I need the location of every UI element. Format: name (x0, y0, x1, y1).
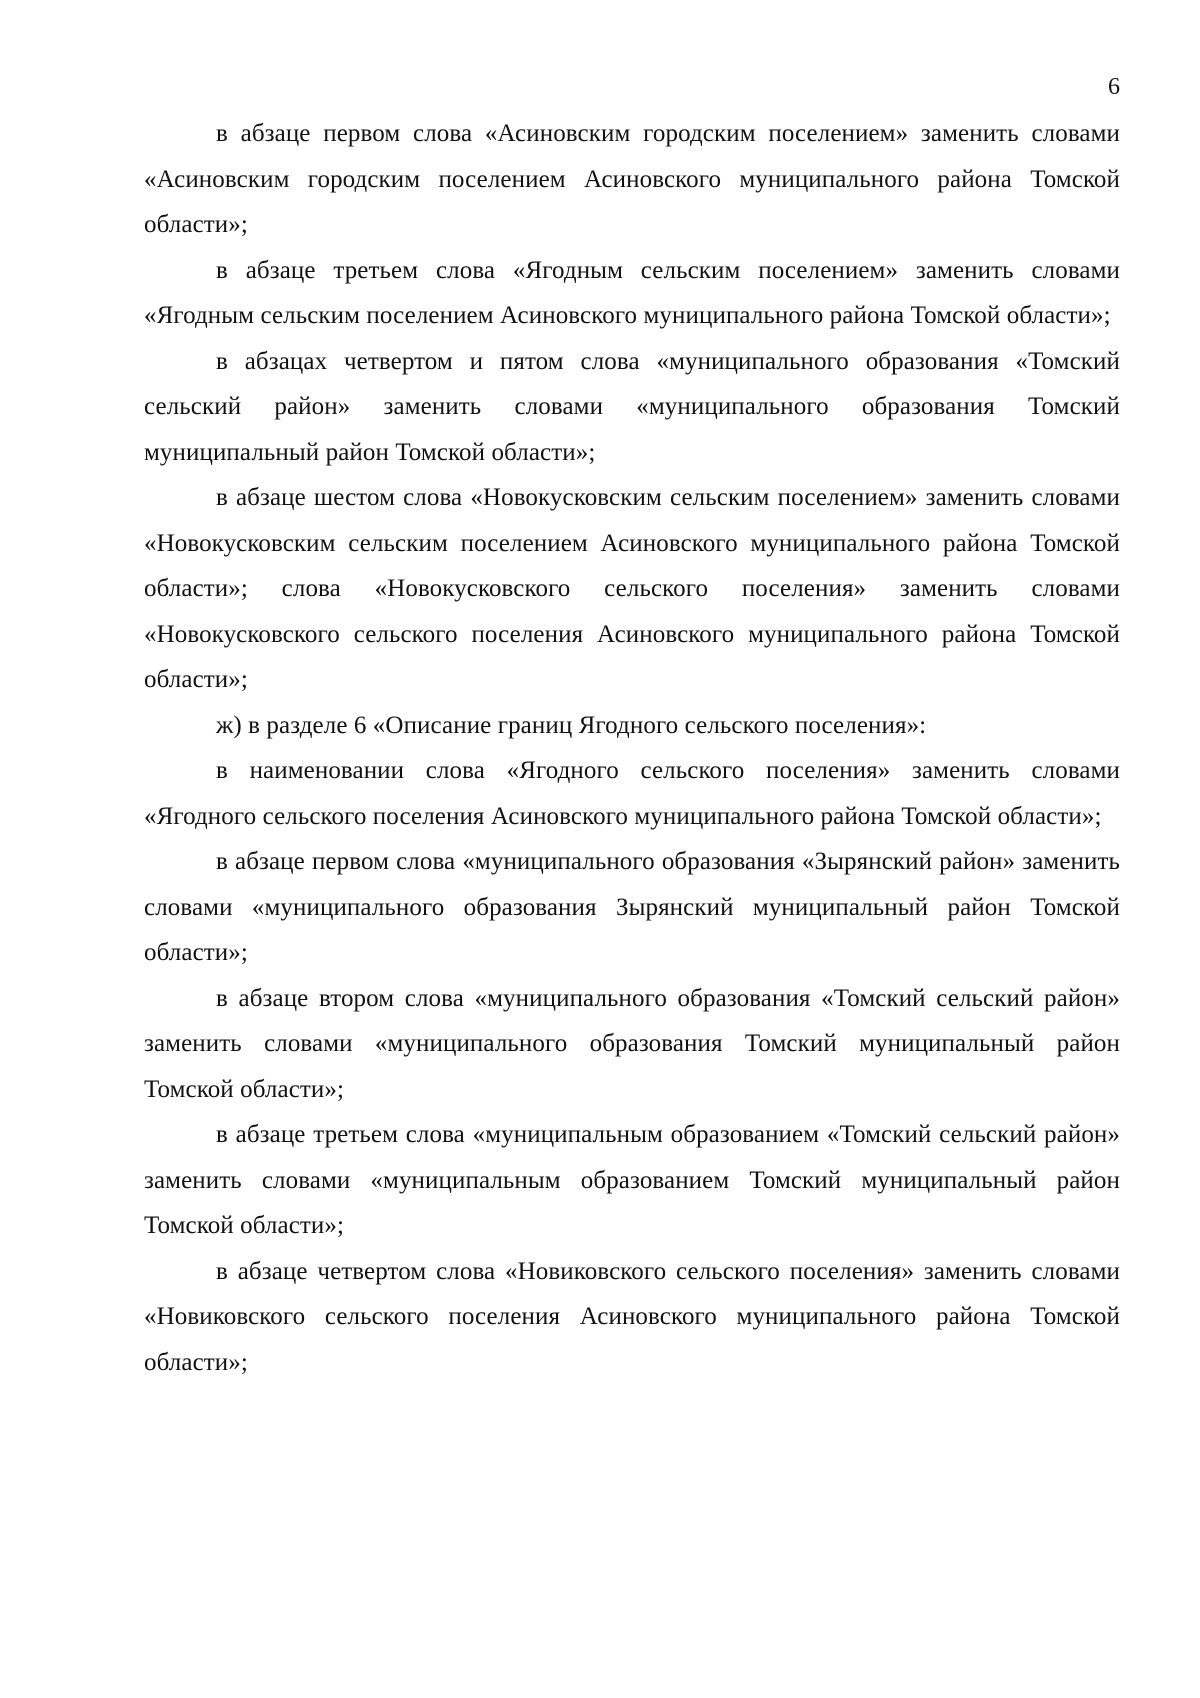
paragraph: в абзаце четвертом слова «Новиковского сельского поселения» заменить словами «Новиковского сельского поселения Асиновского муниципального района Томской области»; (144, 1257, 1120, 1376)
paragraph: в абзаце третьем слова «муниципальным образованием «Томский сельский район» заменить словами «муниципальным образованием Томский муниципальный район Томской области»; (144, 1121, 1120, 1239)
paragraph: в абзаце втором слова «муниципального образования «Томский сельский район» заменить словами «муниципального образования Томский муниципальный район Томской области»; (144, 984, 1120, 1103)
paragraph: в абзаце первом слова «Асиновским городским поселением» заменить словами «Асиновским городским поселением Асиновского муниципального района Томской области»; (144, 120, 1120, 238)
section-item: ж) в разделе 6 «Описание границ Ягодного сельского поселения»: (216, 711, 927, 739)
paragraph: в абзаце первом слова «муниципального образования «Зырянский район» заменить словами «муниципального образования Зырянский муниципальный район Томской области»; (144, 848, 1120, 966)
paragraph: в абзаце третьем слова «Ягодным сельским поселением» заменить словами «Ягодным сельским поселением Асиновского муниципального района Томской области»; (144, 256, 1120, 329)
paragraph: в абзацах четвертом и пятом слова «муниципального образования «Томский сельский район» заменить словами «муниципального образования Томский муниципальный район Томской области»; (144, 347, 1120, 466)
document-body (144, 111, 1120, 1385)
paragraph: в абзаце шестом слова «Новокусковским сельским поселением» заменить словами «Новокусковским сельским поселением Асиновского муниципального района Томской области»; слова «Новокусковского сельского поселения» заменить словами «Новокусковского сельского поселения Асиновского муниципального района Томской области»; (144, 484, 1120, 693)
paragraph: в наименовании слова «Ягодного сельского поселения» заменить словами «Ягодного сельского поселения Асиновского муниципального района Томской области»; (144, 757, 1120, 830)
page-number: 6 (1108, 74, 1120, 100)
